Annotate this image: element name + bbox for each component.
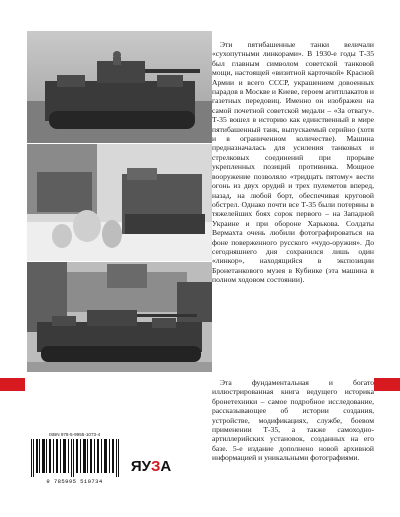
photo-winter-battle xyxy=(27,144,212,261)
description-paragraph-1: Эти пятибашенные танки величали «сухопутными линкорами». В 1930-е годы Т-35 был главным символом советской танковой мощи, настоящей «визитной карточкой» Красной Армии и всего СССР, украшением довоенных парадов в Москве и Киеве, героем агитплакатов и газетных передовиц. Именно он изображен на самой почетной советской медали – «За отвагу». Т-35 вошел в историю как единственный в мире пятибашенный танк, выпускаемый серийно (хотя и в ограниченном количестве). Машина предназначалась для усиления танковых и стрелковых соединений при прорыве укрепленных позиций противника. Мощное вооружение позволяло «тридцать пятому» вести огонь из двух орудий и трех пулеметов вперед, назад, на любой борт, обеспечивая круговой обстрел. Однако почти все Т-35 были потеряны в тяжелейших боях сорок первого – на Западной Украине и при обороне Харькова. Солдаты Вермахта очень любили фотографироваться на фоне поверженного русского «чудо-оружия». До сегодняшнего дня сохранился лишь один «линкор», находящийся в экспозиции Бронетанкового музея в Кубинке (эта машина в полном ходовом состоянии). xyxy=(212,40,374,285)
photo-tank-field xyxy=(27,31,212,143)
publisher-logo-icon xyxy=(131,444,171,484)
red-band-left xyxy=(0,378,25,391)
description-text xyxy=(212,40,374,285)
barcode-bars xyxy=(31,439,119,477)
barcode xyxy=(27,432,122,490)
red-band-right xyxy=(374,378,400,391)
barcode-number: 9 785995 510734 xyxy=(46,478,103,485)
book-summary-text xyxy=(212,378,374,463)
isbn-text: ISBN 978-5-9955-1073-4 xyxy=(48,432,101,437)
svg-text:ЯУЗА: ЯУЗА xyxy=(131,458,171,475)
photo-parade xyxy=(27,262,212,372)
book-summary-paragraph: Эта фундаментальная и богато иллюстрированная книга ведущего историка бронетехники – самое подробное исследование, рассказывающее об истории создания, устройстве, модификациях, службе, боевом применении Т-35, а также самоходно-артиллерийских установок, созданных на его базе. 5-е издание дополнено новой архивной информацией и уникальными фотографиями. xyxy=(212,378,374,463)
